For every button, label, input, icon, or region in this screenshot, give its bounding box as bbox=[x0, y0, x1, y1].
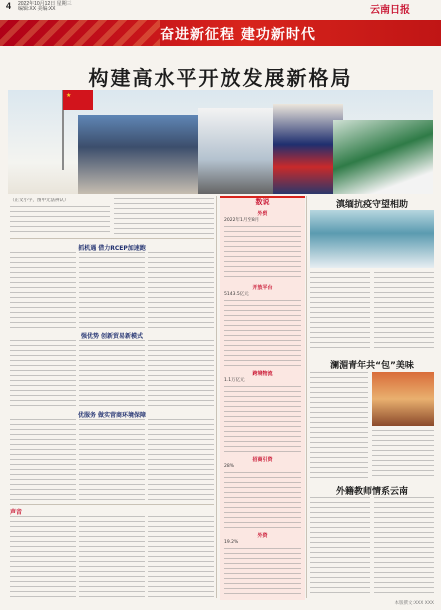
article-title: 滇缅抗疫守望相助 bbox=[335, 200, 408, 210]
banner-title: 奋进新征程 建功新时代 bbox=[160, 27, 316, 43]
stats-highlight: 1.1万亿元 bbox=[224, 378, 245, 383]
left-intro-col1 bbox=[10, 198, 110, 234]
comment-col-2 bbox=[79, 516, 145, 598]
article-col-r5 bbox=[310, 497, 370, 593]
photo-trade-fair bbox=[78, 115, 198, 194]
stats-highlight: 2022年1月至8月 bbox=[224, 218, 260, 223]
subhead-1: 抓机遇 借力RCEP加速跑 bbox=[78, 245, 146, 252]
stats-highlight: 5143.5亿元 bbox=[224, 292, 249, 297]
left-intro-col2 bbox=[114, 198, 214, 234]
article-col-4 bbox=[10, 340, 76, 406]
article-col-r1 bbox=[310, 272, 370, 352]
photo-medical-staff bbox=[310, 210, 434, 268]
article-col-1 bbox=[10, 252, 76, 328]
date-text: 2022年10月12日 星期三 bbox=[18, 1, 72, 7]
column-divider bbox=[216, 196, 217, 598]
article-title: 外籍教师情系云南 bbox=[335, 487, 408, 497]
article-col-7 bbox=[10, 419, 76, 501]
stats-category: 外资 bbox=[257, 533, 268, 539]
article-col-r2 bbox=[374, 272, 434, 352]
date-line bbox=[18, 2, 72, 12]
comment-label: 声音 bbox=[10, 509, 23, 516]
photo-youth-dumplings bbox=[372, 372, 434, 426]
stats-category: 跨境物流 bbox=[252, 371, 273, 377]
article-col-8 bbox=[79, 419, 145, 501]
stats-category: 开放平台 bbox=[252, 285, 273, 291]
section-text: 编辑:XX 美编:XX bbox=[18, 6, 56, 12]
subhead-2: 强优势 创新贸易新模式 bbox=[80, 333, 144, 340]
masthead-logo: 云南日报 bbox=[370, 5, 410, 16]
photo-exhibition-hall bbox=[198, 108, 273, 194]
flag-star-icon: ★ bbox=[66, 92, 72, 99]
stats-text bbox=[224, 386, 301, 452]
stats-text bbox=[224, 548, 301, 594]
divider bbox=[10, 504, 214, 505]
stats-highlight: 19.2% bbox=[224, 540, 239, 545]
stats-highlight: 28% bbox=[224, 464, 235, 469]
stats-category: 外贸 bbox=[257, 211, 268, 217]
article-col-5 bbox=[79, 340, 145, 406]
comment-col-3 bbox=[148, 516, 214, 598]
photo-bullet-train bbox=[333, 120, 433, 194]
stats-title: 数说 bbox=[255, 198, 270, 206]
main-headline: 构建高水平开放发展新格局 bbox=[88, 66, 353, 90]
article-col-3 bbox=[148, 252, 214, 328]
left-intro-text: （正文小字，图中无法辨认） bbox=[10, 198, 69, 203]
page-header bbox=[0, 0, 441, 16]
stats-category: 招商引资 bbox=[252, 457, 273, 463]
article-col-6 bbox=[148, 340, 214, 406]
article-col-2 bbox=[79, 252, 145, 328]
stats-text bbox=[224, 472, 301, 528]
column-divider bbox=[306, 196, 307, 598]
article-title: 澜湄青年共“包”美味 bbox=[330, 361, 414, 371]
stats-text bbox=[224, 226, 301, 280]
subhead-3: 优服务 做实营商环境保障 bbox=[77, 412, 147, 419]
footer-byline: 本版撰文:XXX XXX bbox=[394, 601, 434, 606]
text-lines bbox=[10, 206, 110, 234]
article-col-r6 bbox=[374, 497, 434, 593]
divider bbox=[10, 238, 214, 239]
stats-text bbox=[224, 300, 301, 366]
article-col-r4 bbox=[372, 430, 434, 478]
comment-col-1 bbox=[10, 516, 76, 598]
article-col-9 bbox=[148, 419, 214, 501]
article-col-r3 bbox=[310, 372, 368, 478]
page-number: 4 bbox=[6, 1, 12, 11]
lead-photo-collage bbox=[8, 90, 433, 194]
